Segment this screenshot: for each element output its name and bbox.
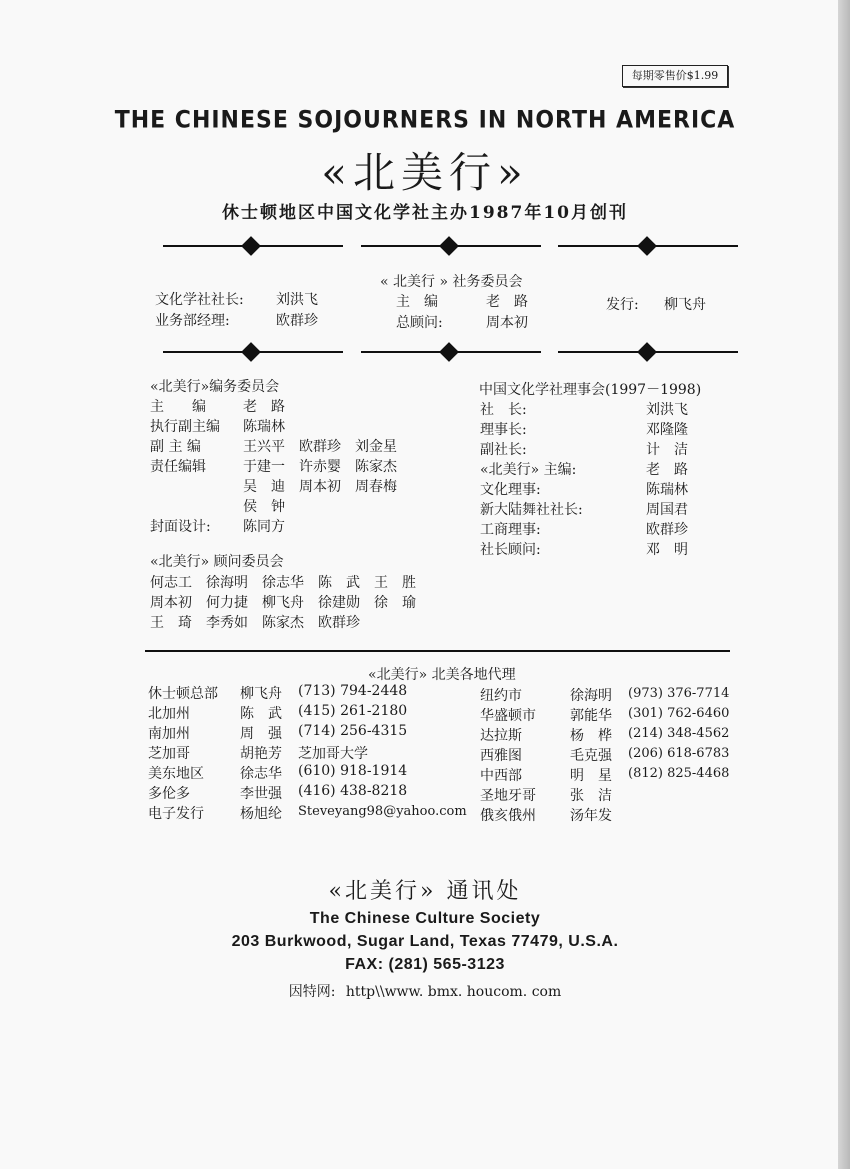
website-label: 因特网: bbox=[288, 984, 336, 1000]
agent-region: 华盛顿市 bbox=[480, 708, 536, 724]
agent-contact: (301) 762-6460 bbox=[628, 706, 730, 721]
editorial-names: 侯 钟 bbox=[243, 499, 285, 515]
editorial-names: 陈瑞林 bbox=[243, 419, 285, 435]
agent-contact: Steveyang98@yahoo.com bbox=[298, 804, 467, 819]
committee-title: « 北美行 » 社务委员会 bbox=[380, 274, 523, 290]
title-chinese: «北美行» bbox=[321, 148, 529, 197]
society-president-label: 文化学社社长: bbox=[155, 292, 244, 308]
subtitle: 休士顿地区中国文化学社主办1987年10月创刊 bbox=[222, 203, 628, 223]
agent-contact: 芝加哥大学 bbox=[298, 746, 368, 762]
board-name: 计 洁 bbox=[646, 442, 688, 458]
fax: FAX: (281) 565-3123 bbox=[345, 956, 505, 973]
agent-region: 美东地区 bbox=[148, 766, 204, 782]
society-president: 刘洪飞 bbox=[276, 292, 318, 308]
contact-title: «北美行» 通讯处 bbox=[328, 879, 522, 904]
agent-region: 北加州 bbox=[148, 706, 190, 722]
editorial-label: 责任编辑 bbox=[150, 459, 206, 475]
address: 203 Burkwood, Sugar Land, Texas 77479, U.S.A. bbox=[231, 933, 619, 950]
chief-editor: 老路 bbox=[486, 294, 542, 310]
board-name: 周国君 bbox=[646, 502, 688, 518]
agent-contact: (973) 376-7714 bbox=[628, 686, 730, 701]
editorial-names: 陈同方 bbox=[243, 519, 285, 535]
agent-region: 圣地牙哥 bbox=[480, 788, 536, 804]
agent-name: 明 星 bbox=[570, 768, 612, 784]
advisors-line: 王 琦 李秀如 陈家杰 欧群珍 bbox=[150, 615, 360, 631]
advisors-line: 何志工 徐海明 徐志华 陈 武 王 胜 bbox=[150, 575, 416, 591]
title-english: THE CHINESE SOJOURNERS IN NORTH AMERICA bbox=[114, 106, 736, 135]
price-tag: 每期零售价$1.99 bbox=[622, 65, 728, 87]
agent-region: 电子发行 bbox=[148, 806, 204, 822]
agent-name: 徐志华 bbox=[240, 766, 282, 782]
page-edge bbox=[838, 0, 850, 1169]
agent-contact: (214) 348-4562 bbox=[628, 726, 730, 741]
agent-contact: (610) 918-1914 bbox=[298, 763, 408, 779]
agent-contact: (713) 794-2448 bbox=[298, 683, 408, 699]
agent-contact: (206) 618-6783 bbox=[628, 746, 730, 761]
editorial-label: 副 主 编 bbox=[150, 439, 201, 455]
editorial-title: «北美行»编务委员会 bbox=[150, 379, 280, 395]
agent-name: 张 洁 bbox=[570, 788, 612, 804]
board-label: 社长顾问: bbox=[480, 542, 541, 558]
agent-region: 西雅图 bbox=[480, 748, 522, 764]
agent-contact: (714) 256-4315 bbox=[298, 723, 408, 739]
agent-name: 徐海明 bbox=[570, 688, 612, 704]
section-divider bbox=[145, 650, 730, 652]
agent-name: 陈 武 bbox=[240, 706, 282, 722]
publisher: 柳飞舟 bbox=[664, 297, 706, 313]
board-label: 新大陆舞社社长: bbox=[480, 502, 583, 518]
editorial-label: 主 编 bbox=[150, 399, 206, 415]
agent-name: 胡艳芳 bbox=[240, 746, 282, 762]
board-name: 陈瑞林 bbox=[646, 482, 688, 498]
advisors-line: 周本初 何力捷 柳飞舟 徐建勋 徐 瑜 bbox=[150, 595, 416, 611]
board-name: 欧群珍 bbox=[646, 522, 688, 538]
agent-region: 达拉斯 bbox=[480, 728, 522, 744]
board-label: 文化理事: bbox=[480, 482, 541, 498]
business-manager-label: 业务部经理: bbox=[155, 313, 230, 329]
agent-name: 毛克强 bbox=[570, 748, 612, 764]
website-link[interactable]: http\\www. bmx. houcom. com bbox=[345, 984, 562, 1000]
editorial-names: 王兴平 欧群珍 刘金星 bbox=[243, 439, 397, 455]
agent-region: 中西部 bbox=[480, 768, 522, 784]
agent-region: 芝加哥 bbox=[148, 746, 190, 762]
chief-editor-label: 主编 bbox=[396, 294, 452, 310]
board-label: 副社长: bbox=[480, 442, 527, 458]
advisor-label: 总顾问: bbox=[396, 315, 443, 331]
agent-contact: (812) 825-4468 bbox=[628, 766, 730, 781]
board-name: 刘洪飞 bbox=[646, 402, 688, 418]
agent-name: 李世强 bbox=[240, 786, 282, 802]
editorial-label: 执行副主编 bbox=[150, 419, 220, 435]
board-title: 中国文化学社理事会(1997－1998) bbox=[479, 382, 702, 398]
board-label: 工商理事: bbox=[480, 522, 541, 538]
business-manager: 欧群珍 bbox=[276, 313, 318, 329]
agent-region: 南加州 bbox=[148, 726, 190, 742]
agent-name: 杨旭纶 bbox=[240, 806, 282, 822]
agent-name: 柳飞舟 bbox=[240, 686, 282, 702]
agent-name: 杨 桦 bbox=[570, 728, 612, 744]
agent-region: 俄亥俄州 bbox=[480, 808, 536, 824]
agent-contact: (416) 438-8218 bbox=[298, 783, 408, 799]
website-line bbox=[0, 981, 850, 1001]
agents-title: «北美行» 北美各地代理 bbox=[368, 667, 516, 683]
board-name: 邓隆隆 bbox=[646, 422, 688, 438]
board-label: 社 长: bbox=[480, 402, 527, 418]
editorial-names: 老 路 bbox=[243, 399, 285, 415]
agent-contact: (415) 261-2180 bbox=[298, 703, 408, 719]
advisors-title: «北美行» 顾问委员会 bbox=[150, 554, 284, 570]
advisor: 周本初 bbox=[486, 315, 528, 331]
publisher-label: 发行: bbox=[606, 297, 639, 313]
board-label: «北美行» 主编: bbox=[480, 462, 577, 478]
board-name: 邓 明 bbox=[646, 542, 688, 558]
agent-name: 汤年发 bbox=[570, 808, 612, 824]
agent-region: 休士顿总部 bbox=[148, 686, 218, 702]
agent-region: 纽约市 bbox=[480, 688, 522, 704]
board-name: 老 路 bbox=[646, 462, 688, 478]
agent-region: 多伦多 bbox=[148, 786, 190, 802]
agent-name: 周 强 bbox=[240, 726, 282, 742]
editorial-names: 吴 迪 周本初 周春梅 bbox=[243, 479, 397, 495]
board-label: 理事长: bbox=[480, 422, 527, 438]
agent-name: 郭能华 bbox=[570, 708, 612, 724]
editorial-names: 于建一 许赤婴 陈家杰 bbox=[243, 459, 397, 475]
org-name: The Chinese Culture Society bbox=[309, 910, 541, 927]
editorial-label: 封面设计: bbox=[150, 519, 211, 535]
